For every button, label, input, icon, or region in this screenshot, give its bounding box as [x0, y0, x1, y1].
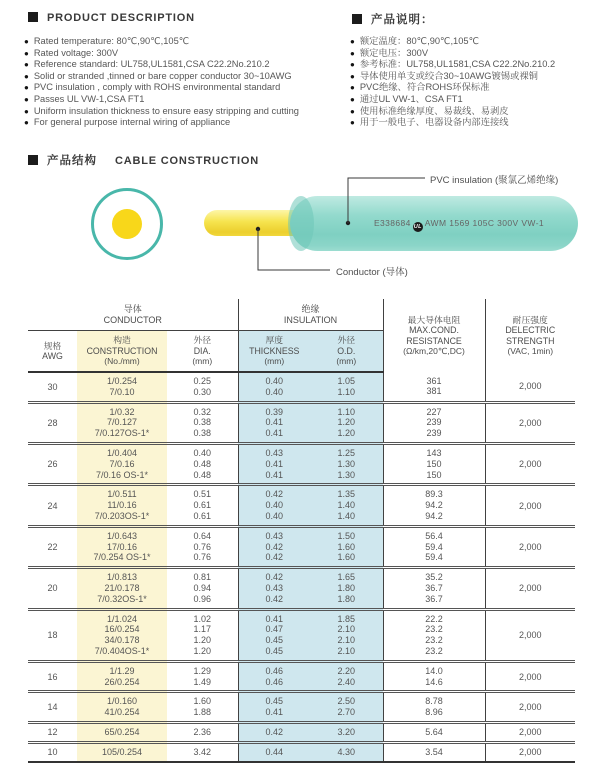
bullet-icon: ● [24, 37, 29, 46]
bullet-item: ● PVC绝缘、符合ROHS环保标准 [350, 82, 490, 93]
bullet-item: ● Rated temperature: 80℃,90℃,105℃ [24, 36, 190, 46]
cell-awg: 22 [47, 541, 58, 552]
cell-awg: 16 [47, 671, 58, 682]
table-row [28, 742, 575, 761]
bullet-icon: ● [350, 48, 355, 58]
product-description-title: PRODUCT DESCRIPTION [28, 12, 195, 24]
cell-thickness: 0.43 0.41 0.41 [238, 443, 310, 484]
cell-awg: 28 [47, 417, 58, 428]
cell-dia: 0.51 0.61 0.61 [167, 485, 238, 526]
cell-strength: 2,000 [519, 500, 542, 511]
bullet-icon: ● [350, 118, 355, 128]
bullet-item: ● Reference standard: UL758,UL1581,CSA C22.2No.210.2 [24, 59, 270, 70]
cell-resistance: 5.64 [383, 722, 485, 742]
cell-awg: 14 [47, 702, 58, 713]
cell-construction: 65/0.254 [77, 722, 167, 742]
bullet-icon: ● [350, 94, 355, 104]
cell-awg: 10 [47, 747, 58, 758]
cell-dia: 0.25 0.30 [167, 372, 238, 402]
cell-thickness: 0.40 0.40 [238, 372, 310, 402]
cell-construction: 1/1.29 26/0.254 [77, 661, 167, 692]
bullet-icon: ● [24, 71, 29, 81]
bullet-item: ● 用于一般电子、电器设备内部连接线 [350, 117, 509, 128]
cell-thickness: 0.44 [238, 742, 310, 761]
cell-thickness: 0.42 [238, 722, 310, 742]
cell-construction: 1/1.024 16/0.254 34/0.178 7/0.404OS-1* [77, 609, 167, 661]
cell-resistance: 22.2 23.2 23.2 23.2 [383, 609, 485, 661]
pvc-insulation-label: PVC insulation (聚氯乙烯绝缘) [430, 175, 559, 186]
cell-strength: 2,000 [519, 630, 542, 641]
cell-strength: 2,000 [519, 702, 542, 713]
cell-resistance: 3.54 [383, 742, 485, 761]
bullet-item: ● 额定温度：80℃,90℃,105℃ [350, 36, 480, 46]
cell-resistance: 89.3 94.2 94.2 [383, 485, 485, 526]
bullet-item: ● 使用标准绝缘厚度、易裁线、易剥皮 [350, 105, 509, 116]
cell-thickness: 0.42 0.40 0.40 [238, 485, 310, 526]
cell-strength: 2,000 [519, 381, 542, 392]
table-row [28, 568, 575, 609]
bullet-icon: ● [24, 60, 29, 70]
table-row [28, 485, 575, 526]
bullet-icon: ● [350, 106, 355, 116]
cell-strength: 2,000 [519, 727, 542, 738]
dia-header: 外径 DIA. (mm) [167, 331, 238, 373]
table-group-header-row [28, 299, 575, 331]
cell-dia: 1.60 1.88 [167, 692, 238, 723]
cell-thickness: 0.43 0.42 0.42 [238, 526, 310, 567]
cell-od: 2.20 2.40 [310, 661, 383, 692]
cell-dia: 0.64 0.76 0.76 [167, 526, 238, 567]
insulation-group-header: 绝缘 INSULATION [238, 299, 383, 331]
resistance-header: 最大导体电阻 MAX.COND. RESISTANCE (Ω/km,20℃,DC) [383, 299, 485, 372]
conductor-label: Conductor (导体) [336, 267, 408, 278]
cell-resistance: 56.4 59.4 59.4 [383, 526, 485, 567]
table-row [28, 526, 575, 567]
bullet-icon: ● [24, 106, 29, 116]
cell-dia: 2.36 [167, 722, 238, 742]
table-row [28, 372, 575, 402]
cell-construction: 1/0.813 21/0.178 7/0.32OS-1* [77, 568, 167, 609]
cell-awg: 24 [47, 500, 58, 511]
cell-od: 1.65 1.80 1.80 [310, 568, 383, 609]
cell-construction: 1/0.160 41/0.254 [77, 692, 167, 723]
cell-od: 1.25 1.30 1.30 [310, 443, 383, 484]
table-row [28, 722, 575, 742]
cell-awg: 30 [47, 381, 58, 392]
cell-strength: 2,000 [519, 541, 542, 552]
table-row [28, 692, 575, 723]
bullet-icon: ● [24, 48, 29, 58]
construction-header: 构造 CONSTRUCTION (No./mm) [77, 331, 167, 373]
bullet-icon: ● [350, 71, 355, 81]
conductor-group-header: 导体 CONDUCTOR [28, 299, 238, 331]
cell-dia: 0.32 0.38 0.38 [167, 402, 238, 443]
cell-awg: 26 [47, 459, 58, 470]
cell-construction: 1/0.511 11/0.16 7/0.203OS-1* [77, 485, 167, 526]
cell-awg: 20 [47, 583, 58, 594]
spec-table-body [28, 372, 575, 762]
cell-thickness: 0.45 0.41 [238, 692, 310, 723]
cell-strength: 2,000 [519, 747, 542, 758]
cell-od: 1.85 2.10 2.10 2.10 [310, 609, 383, 661]
table-row [28, 443, 575, 484]
cell-resistance: 227 239 239 [383, 402, 485, 443]
bullet-icon: ● [350, 37, 355, 46]
cell-resistance: 143 150 150 [383, 443, 485, 484]
table-row [28, 402, 575, 443]
cell-od: 1.35 1.40 1.40 [310, 485, 383, 526]
bullet-item: ● Passes UL VW-1,CSA FT1 [24, 93, 145, 104]
cell-strength: 2,000 [519, 671, 542, 682]
cell-awg: 18 [47, 630, 58, 641]
cell-resistance: 8.78 8.96 [383, 692, 485, 723]
cell-od: 1.50 1.60 1.60 [310, 526, 383, 567]
bullet-item: ● 参考标准：UL758,UL1581,CSA C22.2No.210.2 [350, 59, 556, 70]
product-notes-title: 产品说明： [352, 11, 434, 27]
cell-construction: 1/0.404 7/0.16 7/0.16 OS-1* [77, 443, 167, 484]
cell-resistance: 361 381 [383, 372, 485, 402]
cell-dia: 1.02 1.17 1.20 1.20 [167, 609, 238, 661]
ul-mark-icon: UL [413, 224, 422, 230]
bullet-item: ● Uniform insulation thickness to ensure easy stripping and cutting [24, 105, 299, 116]
thickness-header: 厚度 THICKNESS (mm) [238, 331, 310, 373]
cable-print-text: E338684 UL AWM 1569 105C 300V VW-1 [373, 218, 545, 230]
bullet-item: ● 通过UL VW-1、CSA FT1 [350, 93, 463, 104]
cell-thickness: 0.39 0.41 0.41 [238, 402, 310, 443]
construction-title: 产品结构 CABLE CONSTRUCTION [28, 152, 259, 168]
od-header: 外径 O.D. (mm) [310, 331, 383, 373]
table-row [28, 609, 575, 661]
cell-od: 3.20 [310, 722, 383, 742]
table-row [28, 661, 575, 692]
bullet-item: ● 导体使用单支或绞合30~10AWG镀锡或裸铜 [350, 70, 538, 81]
bullet-item: ● 额定电压：300V [350, 47, 429, 58]
cell-construction: 105/0.254 [77, 742, 167, 761]
cell-thickness: 0.46 0.46 [238, 661, 310, 692]
cell-od: 2.50 2.70 [310, 692, 383, 723]
bullet-icon: ● [24, 118, 29, 128]
awg-header: 规格 AWG [28, 331, 77, 373]
cell-dia: 1.29 1.49 [167, 661, 238, 692]
bullet-item: ● For general purpose internal wiring of appliance [24, 117, 231, 128]
cell-strength: 2,000 [519, 583, 542, 594]
cell-thickness: 0.42 0.43 0.42 [238, 568, 310, 609]
cell-construction: 1/0.643 17/0.16 7/0.254 OS-1* [77, 526, 167, 567]
cell-construction: 1/0.32 7/0.127 7/0.127OS-1* [77, 402, 167, 443]
bullet-icon: ● [24, 94, 29, 104]
cell-strength: 2,000 [519, 459, 542, 470]
cell-thickness: 0.41 0.47 0.45 0.45 [238, 609, 310, 661]
bullet-icon: ● [24, 83, 29, 93]
bullet-item: ● Solid or stranded ,tinned or bare copper conductor 30~10AWG [24, 70, 292, 81]
cell-awg: 12 [47, 727, 58, 738]
bullet-icon: ● [350, 60, 355, 70]
cell-od: 1.10 1.20 1.20 [310, 402, 383, 443]
bullet-item: ● PVC insulation , comply with ROHS environmental standard [24, 82, 281, 93]
cell-dia: 0.40 0.48 0.48 [167, 443, 238, 484]
cell-dia: 3.42 [167, 742, 238, 761]
bullet-icon: ● [350, 83, 355, 93]
spec-table [28, 299, 575, 763]
cell-resistance: 35.2 36.7 36.7 [383, 568, 485, 609]
cell-strength: 2,000 [519, 417, 542, 428]
cell-construction: 1/0.254 7/0.10 [77, 372, 167, 402]
cell-od: 4.30 [310, 742, 383, 761]
strength-header: 耐压强度 DELECTRIC STRENGTH (VAC, 1min) [505, 314, 556, 356]
cell-dia: 0.81 0.94 0.96 [167, 568, 238, 609]
bullet-item: ● Rated voltage: 300V [24, 47, 119, 58]
cell-resistance: 14.0 14.6 [383, 661, 485, 692]
cell-od: 1.05 1.10 [310, 372, 383, 402]
